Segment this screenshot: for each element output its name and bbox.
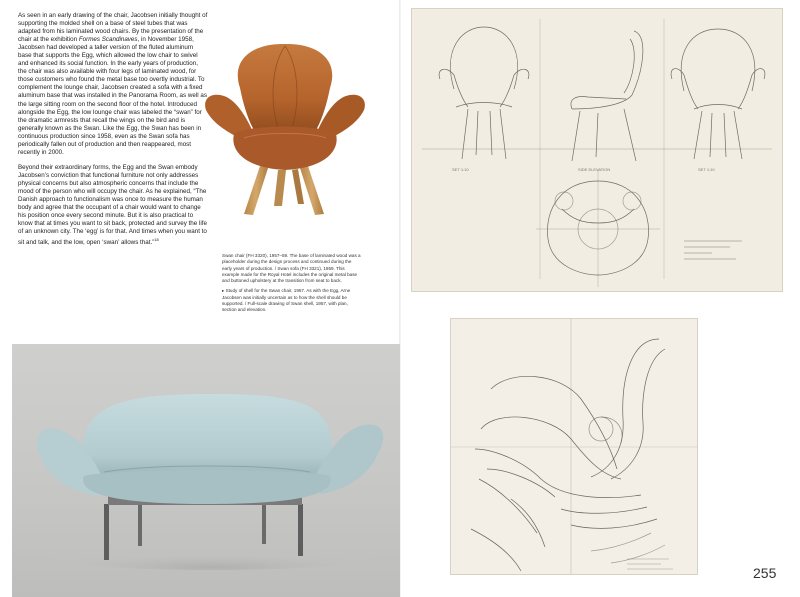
caption-drawings: ▸ Study of shell for the Swan chair, 1957. As with the Egg, Arne Jacobsen was initially uncertain as to how the shell should be supported. / Full-scale drawing of Swan shell, 1957, with plan, section and elevation. bbox=[222, 288, 351, 313]
body-paragraph-1: As seen in an early drawing of the chair, Jacobsen initially thought of supporting the molded shell on a base of steel tubes that was adapted from his laminated wood chairs. By the presentation of the chair at the exhibition Formes Scandinaves, in November 1958, Jacobsen had developed a taller version of the fluted aluminum base that supports the Egg, which allowed the low chair to swivel and enhanced its social function. In the early years of production, the chair was also available with four legs of laminated wood, for those customers who found the metal base too overtly industrial. To complement the lounge chair, Jacobsen created a sofa with a fixed aluminum base that was installed in the Panorama Room, as well as the large sitting room on the second floor of the hotel. Introduced alongside the Egg, the low lounge chair was labeled the “swan” for the dramatic armrests that recall the wings on the bird and is generally known as the Swan. Like the Egg, the Swan has been in continuous production since 1958, even as the Swan sofa has periodically fallen out of production and then reappeared, most recently in 2000. bbox=[18, 12, 208, 156]
footnote-mark: 18 bbox=[154, 237, 159, 243]
body-text bbox=[18, 12, 208, 254]
body-paragraph-2: Beyond their extraordinary forms, the Egg and the Swan embody Jacobsen’s conviction that functional furniture not only addresses physical concerns but also atmospheric concerns that include the mood of the person who will occupy the chair. As he explained, “The Danish approach to functionalism was once to measure the human body and agree that the occupant of a chair would want to change his position once every second minute. But it is also practical to know that at times you want to sit back, protected and survey the life of an unknown city. The ‘egg’ is for that. And times when you want to sit and talk, and the low, open ‘swan’ allows that.”$^{18}$ bbox=[18, 163, 207, 247]
front-elevation-note: SET 1:10 bbox=[452, 167, 469, 172]
caption-swan-chair-and-sofa: Swan chair (FH 3320), 1957–59. The base of laminated wood was a placeholder during the design process and continued during the early years of production. / Swan sofa (FH 3321), 1959. This example made for the Royal Hotel includes the original metal base and buttoned upholstery at the transition from seat to back. bbox=[222, 253, 361, 284]
exhibition-name: Formes Scandinaves bbox=[78, 36, 138, 44]
swan-sofa-photo bbox=[12, 344, 400, 597]
rear-elevation-note: SET 1:10 bbox=[698, 167, 715, 172]
caption-block bbox=[222, 253, 362, 318]
side-elevation-note: SIDE ELEVATION bbox=[578, 167, 611, 172]
page-number: 255 bbox=[753, 565, 777, 581]
full-scale-drawing-sheet bbox=[450, 318, 698, 575]
shell-study-drawing-sheet bbox=[411, 8, 783, 292]
swan-chair-photo bbox=[200, 38, 370, 218]
